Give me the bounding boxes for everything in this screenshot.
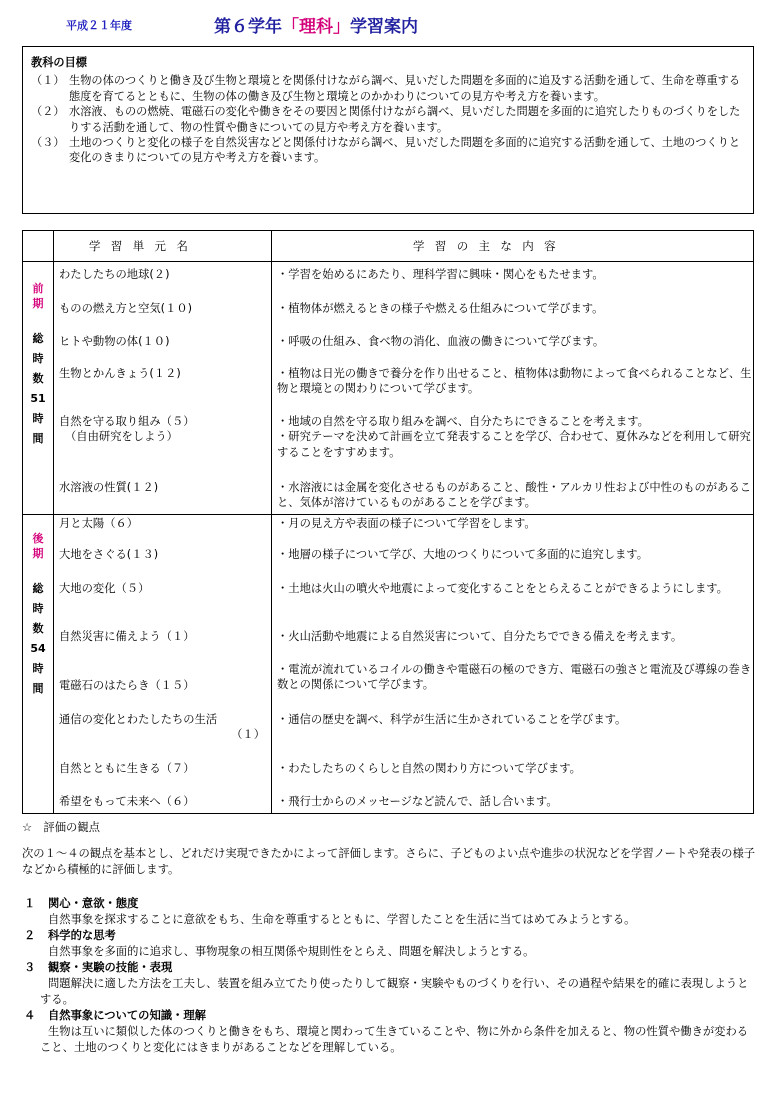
header-divider <box>23 261 753 262</box>
header-unit-name: 学習単元名 <box>89 239 199 253</box>
unit-content: ・呼吸の仕組み、食べ物の消化、血液の働きについて学びます。 <box>277 335 605 348</box>
unit-content: ・通信の歴史を調べ、科学が生活に生かされていることを学びます。 <box>277 713 627 726</box>
unit-name: 通信の変化とわたしたちの生活 （１） <box>59 713 265 742</box>
goal-number: （３） <box>31 136 65 150</box>
view-title: １ 関心・意欲・態度 <box>24 897 139 910</box>
unit-name: ものの燃え方と空気(１０) <box>59 302 193 315</box>
unit-content: ・月の見え方や表面の様子について学習をします。 <box>277 517 536 530</box>
unit-content: ・学習を始めるにあたり、理科学習に興味・関心をもたせます。 <box>277 268 604 281</box>
column-divider <box>53 231 54 813</box>
unit-content: ・地層の様子について学び、大地のつくりについて多面的に追究します。 <box>277 548 648 561</box>
unit-content: ・飛行士からのメッセージなど読んで、話し合います。 <box>277 795 558 808</box>
goal-text: 生物の体のつくりと働き及び生物と環境とを関係付けながら調べ、見いだした問題を多面的に追及する活動を通して、生命を尊重する態度を育てるとともに、生物の体の働き及び生物と環境とのかかわりについての見方や考え方を養います。 <box>69 74 741 103</box>
evaluation-intro: 次の１～４の観点を基本とし、どれだけ実現できたかによって評価します。さらに、子どものよい点や進歩の状況などを学習ノートや発表の様子などから積極的に評価します。 <box>22 847 756 876</box>
unit-content: ・植物体が燃えるときの様子や燃える仕組みについて学びます。 <box>277 302 604 315</box>
goal-item <box>31 104 743 135</box>
unit-content: ・土地は火山の噴火や地震によって変化することをとらえることができるようにします。 <box>277 582 728 595</box>
column-divider <box>271 231 272 813</box>
title-suffix: 学習案内 <box>350 17 418 37</box>
unit-content: ・火山活動や地震による自然災害について、自分たちでできる備えを考えます。 <box>277 630 683 643</box>
view-description: 生物は互いに類似した体のつくりと働きをもち、環境と関わって生きていることや、物に外から条件を加えると、物の性質や働きが変わること、土地のつくりと変化にはきまりがあることなどを理解している。 <box>40 1025 749 1054</box>
goal-text: 水溶液、ものの燃焼、電磁石の変化や働きをその要因と関係付けながら調べ、見いだした問題を多面的に追究したりものづくりをしたりする活動を通して、物の性質や働きについての見方や考え方を養います。 <box>69 105 741 134</box>
goal-number: （２） <box>31 105 65 119</box>
view-title: ４ 自然事象についての知識・理解 <box>24 1009 206 1022</box>
unit-name: 希望をもって未来へ（６） <box>59 795 195 808</box>
second-term-name: 後 期 <box>32 532 44 560</box>
goal-item <box>31 73 743 104</box>
page-title <box>214 12 418 37</box>
unit-name: ヒトや動物の体(１０) <box>59 335 170 348</box>
unit-name: 水溶液の性質(１２) <box>59 481 159 494</box>
header-main-content: 学習の主な内容 <box>413 239 566 253</box>
unit-content: ・水溶液には金属を変化させるものがあること、酸性・アルカリ性および中性のものがあること、気体が溶けているものがあることを学びます。 <box>277 481 752 510</box>
goals-title: 教科の目標 <box>31 56 87 69</box>
first-term-hours: 総 時 数 51 時 間 <box>30 332 46 445</box>
goal-text: 土地のつくりと変化の様子を自然災害などと関係付けながら調べ、見いだした問題を多面的に追究する活動を通して、土地のつくりと変化のきまりについての見方や考え方を養います。 <box>69 136 741 165</box>
page-header <box>0 12 781 36</box>
view-description: 自然事象を探求することに意欲をもち、生命を尊重するとともに、学習したことを生活に当てはめてみようとする。 <box>48 913 636 926</box>
unit-name: 大地をさぐる(１３) <box>59 548 159 561</box>
evaluation-section <box>22 820 757 1056</box>
unit-content: ・電流が流れているコイルの働きや電磁石の極のでき方、電磁石の強さと電流及び導線の巻き数との関係について学びます。 <box>277 663 752 692</box>
unit-name: 電磁石のはたらき（１５） <box>59 679 195 692</box>
unit-name: 生物とかんきょう(１２) <box>59 367 181 380</box>
title-subject: 「理科」 <box>282 17 350 37</box>
goal-number: （１） <box>31 74 65 88</box>
title-prefix: 第６学年 <box>214 17 282 37</box>
view-description: 問題解決に適した方法を工夫し、装置を組み立てたり使ったりして観察・実験やものづくりを行い、その過程や結果を的確に表現しようとする。 <box>40 977 749 1006</box>
unit-content: ・植物は日光の働きで養分を作り出せること、植物体は動物によって食べられることなど、生物と環境との関わりについて学びます。 <box>277 367 752 396</box>
unit-name: 自然を守る取り組み（５） （自由研究をしよう） <box>59 415 195 444</box>
second-term-hours: 総 時 数 54 時 間 <box>30 582 46 695</box>
unit-content: ・地域の自然を守る取り組みを調べ、自分たちにできることを考えます。 ・研究テーマを決めて計画を立て発表することを学び、合わせて、夏休みなどを利用して研究することをすすめます。 <box>277 415 751 459</box>
unit-name: 大地の変化（５） <box>59 582 150 595</box>
second-term-label <box>23 531 53 701</box>
view-title: ２ 科学的な思考 <box>24 929 116 942</box>
units-table <box>22 230 754 814</box>
unit-name: わたしたちの地球(２) <box>59 268 170 281</box>
evaluation-heading: ☆ 評価の観点 <box>22 821 100 834</box>
unit-name: 月と太陽（６） <box>59 517 139 530</box>
term-row-divider <box>23 514 753 515</box>
school-year: 平成２１年度 <box>66 19 132 32</box>
first-term-name: 前 期 <box>32 282 44 310</box>
view-description: 自然事象を多面的に追求し、事物現象の相互関係や規則性をとらえ、問題を解決しようとする。 <box>48 945 535 958</box>
unit-name: 自然災害に備えよう（１） <box>59 630 195 643</box>
view-title: ３ 観察・実験の技能・表現 <box>24 961 173 974</box>
first-term-label <box>23 281 53 451</box>
unit-content: ・わたしたちのくらしと自然の関わり方について学びます。 <box>277 762 581 775</box>
subject-goals-box <box>22 46 754 214</box>
goal-item <box>31 135 743 166</box>
unit-name: 自然とともに生きる（７） <box>59 762 195 775</box>
